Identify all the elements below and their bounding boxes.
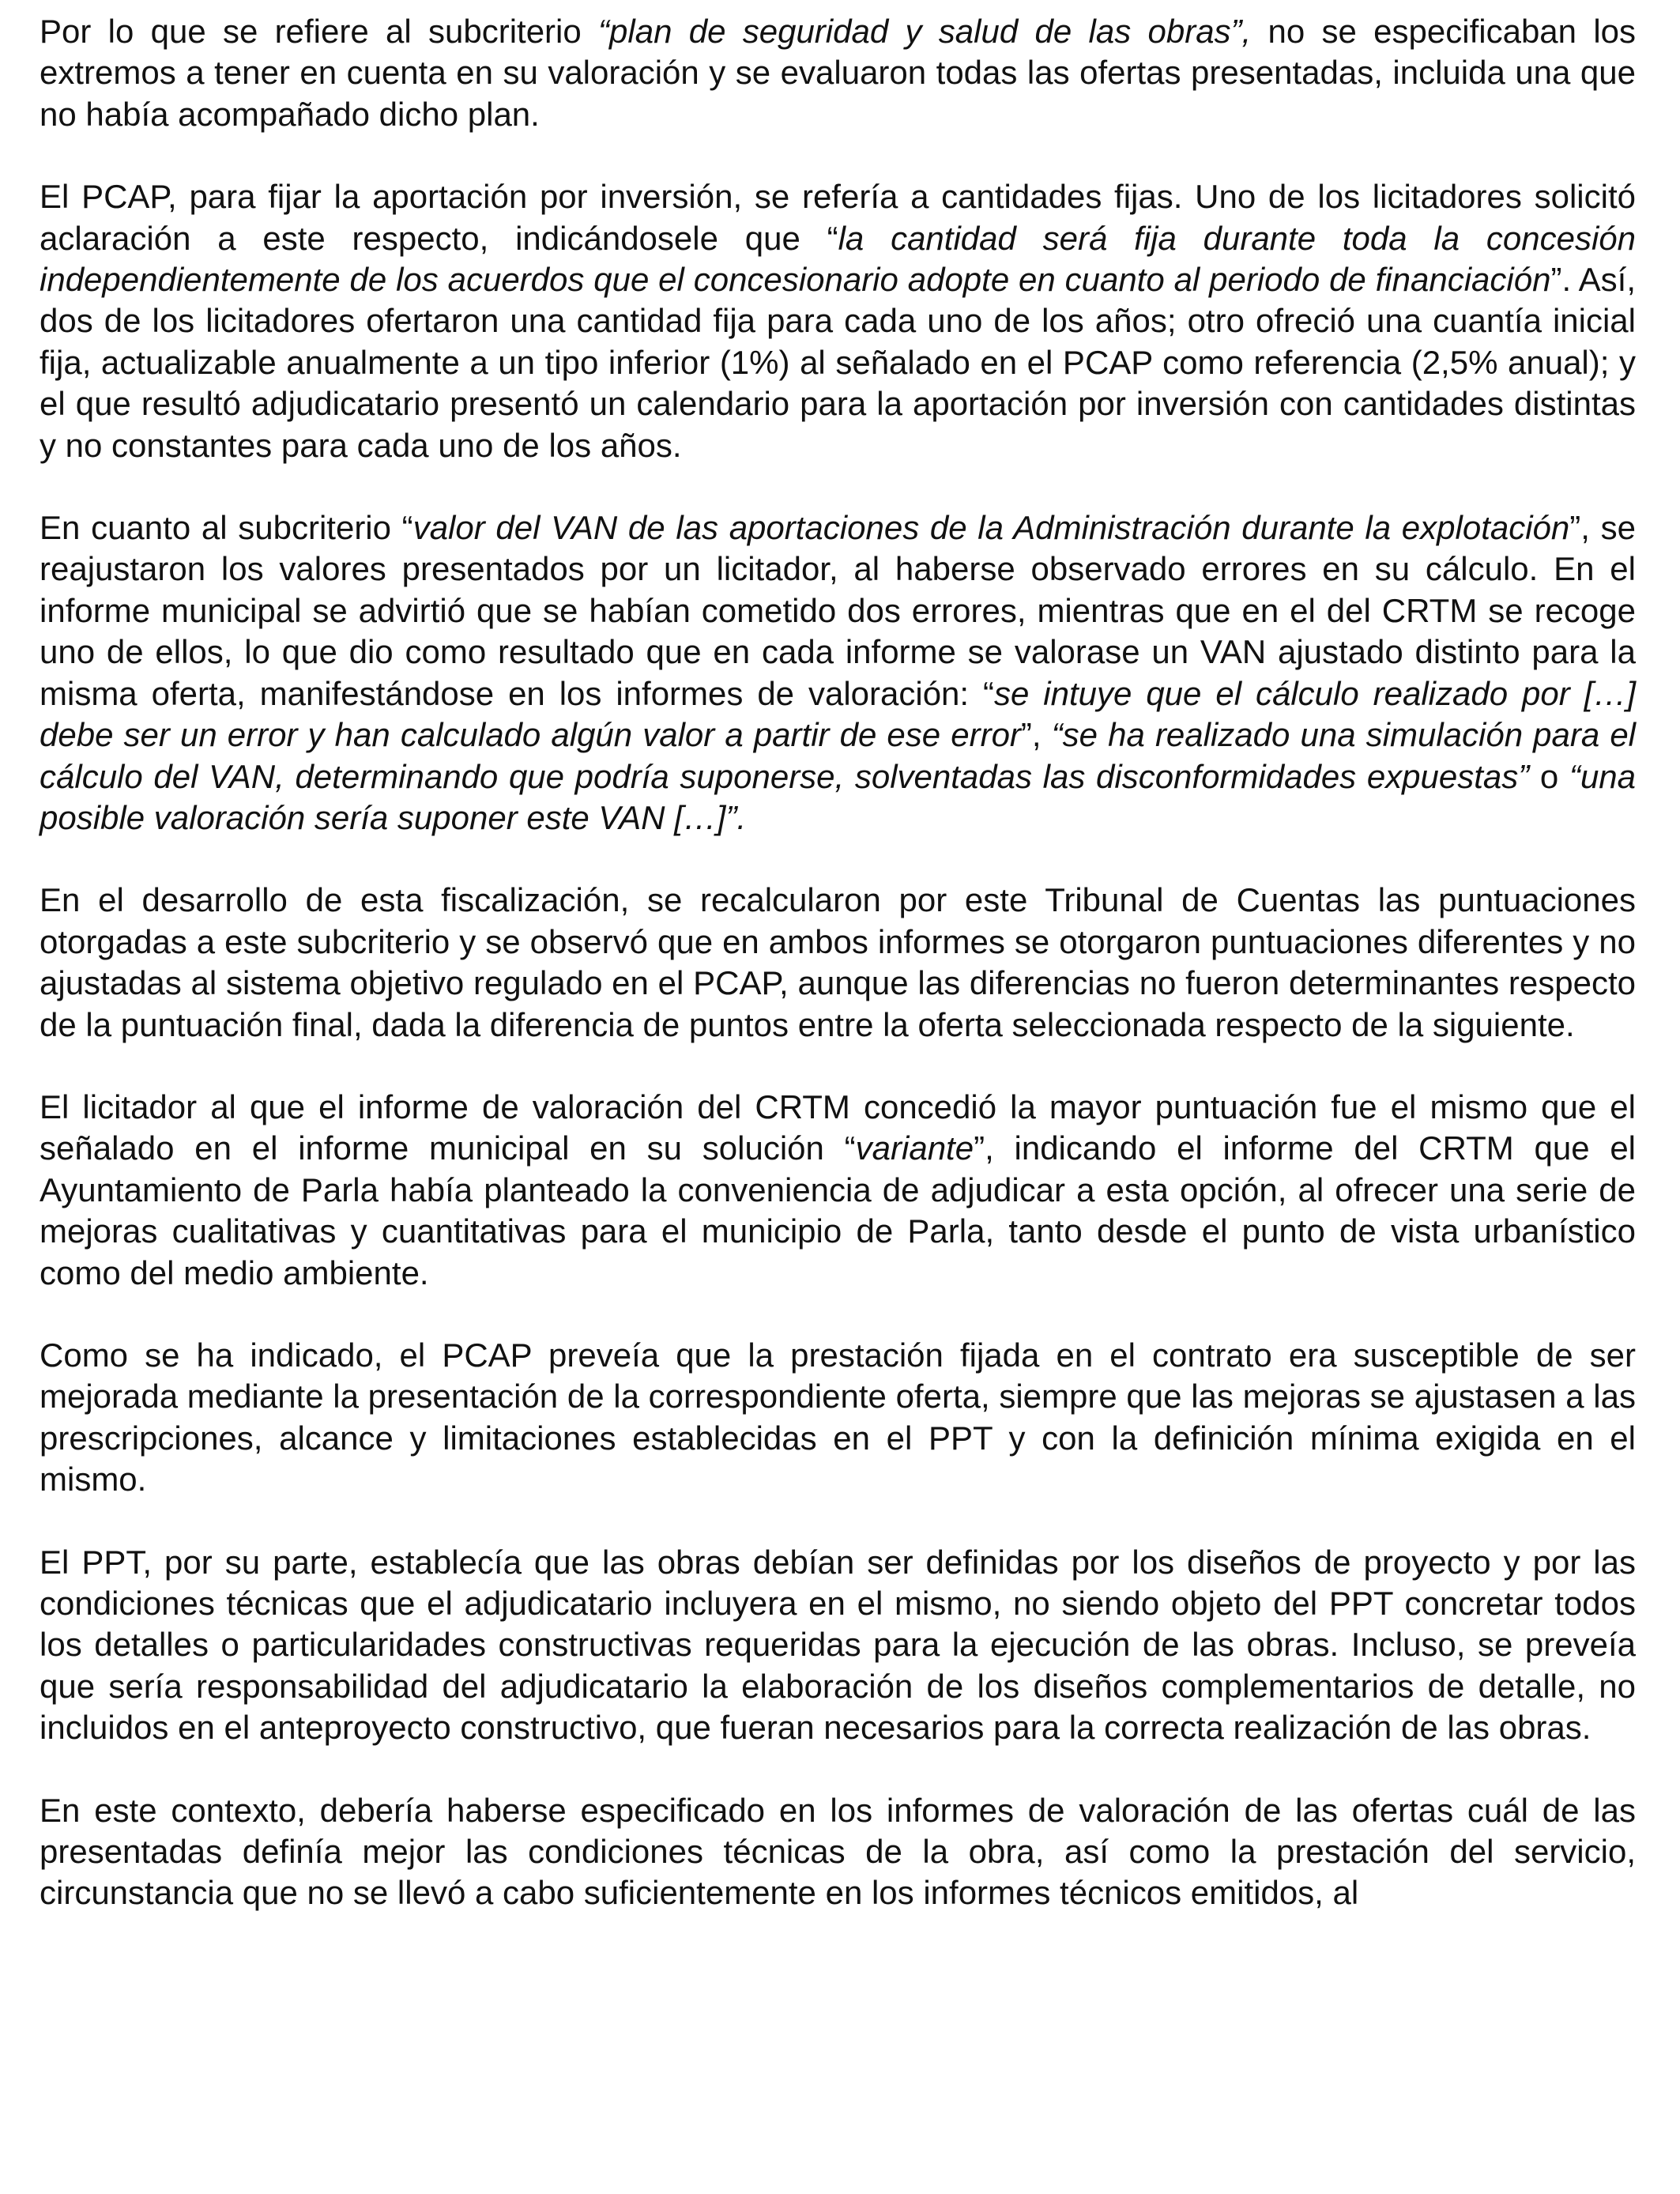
document-page: [40, 11, 1636, 1955]
paragraph-valor-van: En cuanto al subcriterio “valor del VAN de las aportaciones de la Administración durante la explotación”, se reajustaron los valores presentados por un licitador, al haberse observado errores en su cálculo. En el informe municipal se advirtió que se habían cometido dos errores, mientras que en el del CRTM se recoge uno de ellos, lo que dio como resultado que en cada informe se valorase un VAN ajustado distinto para la misma oferta, manifestándose en los informes de valoración: “se intuye que el cálculo realizado por […] debe ser un error y han calculado algún valor a partir de ese error”, “se ha realizado una simulación para el cálculo del VAN, determinando que podría suponerse, solventadas las disconformidades expuestas” o “una posible valoración sería suponer este VAN […]”.: [40, 509, 1637, 836]
paragraph-seguridad-salud: Por lo que se refiere al subcriterio “plan de seguridad y salud de las obras”, no se especificaban los extremos a tener en cuenta en su valoración y se evaluaron todas las ofertas presentadas, incluida una que no había acompañado dicho plan.: [40, 13, 1637, 133]
paragraph-aportacion-inversion: El PCAP, para fijar la aportación por inversión, se refería a cantidades fijas. Uno de los licitadores solicitó aclaración a este respecto, indicándosele que “la cantidad será fija durante toda la concesión independientemente de los acuerdos que el concesionario adopte en cuanto al periodo de financiación”. Así, dos de los licitadores ofertaron una cantidad fija para cada uno de los años; otro ofreció una cuantía inicial fija, actualizable anualmente a un tipo inferior (1%) al señalado en el PCAP como referencia (2,5% anual); y el que resultó adjudicatario presentó un calendario para la aportación por inversión con cantidades distintas y no constantes para cada uno de los años.: [40, 178, 1636, 464]
paragraph-fiscalizacion: En el desarrollo de esta fiscalización, se recalcularon por este Tribunal de Cuentas las puntuaciones otorgadas a este subcriterio y se observó que en ambos informes se otorgaron puntuaciones diferentes y no ajustadas al sistema objetivo regulado en el PCAP, aunque las diferencias no fueron determinantes respecto de la puntuación final, dada la diferencia de puntos entre la oferta seleccionada respecto de la siguiente.: [40, 881, 1636, 1043]
paragraph-ppt: El PPT, por su parte, establecía que las obras debían ser definidas por los diseños de proyecto y por las condiciones técnicas que el adjudicatario incluyera en el mismo, no siendo objeto del PPT concretar todos los detalles o particularidades constructivas requeridas para la ejecución de las obras. Incluso, se preveía que sería responsabilidad del adjudicatario la elaboración de los diseños complementarios de detalle, no incluidos en el anteproyecto constructivo, que fueran necesarios para la correcta realización de las obras.: [40, 1543, 1636, 1747]
paragraph-contexto: En este contexto, debería haberse especificado en los informes de valoración de las ofertas cuál de las presentadas definía mejor las condiciones técnicas de la obra, así como la prestación del servicio, circunstancia que no se llevó a cabo suficientemente en los informes técnicos emitidos, al: [40, 1791, 1636, 1912]
paragraph-mejoras-pcap: Como se ha indicado, el PCAP preveía que la prestación fijada en el contrato era susceptible de ser mejorada mediante la presentación de la correspondiente oferta, siempre que las mejoras se ajustasen a las prescripciones, alcance y limitaciones establecidas en el PPT y con la definición mínima exigida en el mismo.: [40, 1336, 1636, 1498]
paragraph-licitador-variante: El licitador al que el informe de valoración del CRTM concedió la mayor puntuación fue el mismo que el señalado en el informe municipal en su solución “variante”, indicando el informe del CRTM que el Ayuntamiento de Parla había planteado la conveniencia de adjudicar a esta opción, al ofrecer una serie de mejoras cualitativas y cuantitativas para el municipio de Parla, tanto desde el punto de vista urbanístico como del medio ambiente.: [40, 1088, 1637, 1291]
